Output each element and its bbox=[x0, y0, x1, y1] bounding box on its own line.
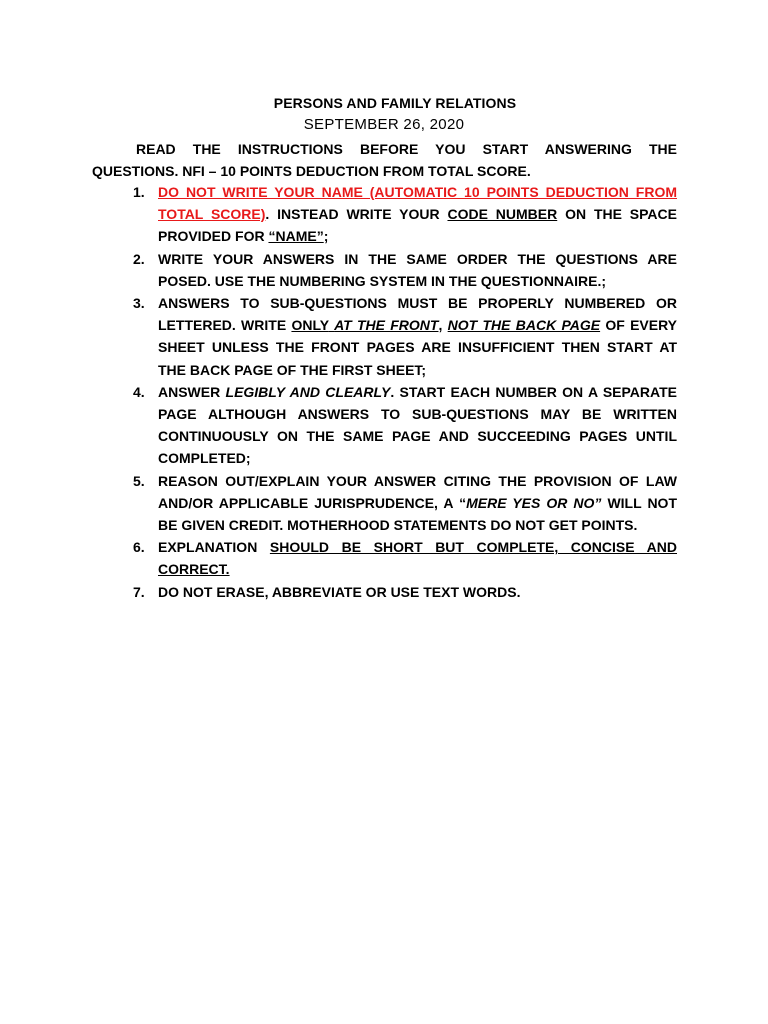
intro-paragraph bbox=[92, 138, 677, 182]
item-text: ANSWER bbox=[158, 383, 226, 400]
item-number: 7. bbox=[133, 583, 145, 600]
item-number: 3. bbox=[133, 295, 145, 312]
item-number: 5. bbox=[133, 472, 145, 489]
instruction-item-3 bbox=[133, 292, 677, 381]
item-text: ; bbox=[323, 228, 329, 245]
item-text: . INSTEAD WRITE YOUR bbox=[265, 206, 448, 223]
no-name-warning: DO NOT WRITE YOUR NAME (AUTOMATIC 10 POINTS DEDUCTION FROM TOTAL SCORE) bbox=[158, 184, 677, 223]
at-front-emphasis: AT THE FRONT bbox=[334, 317, 439, 334]
item-number: 6. bbox=[133, 539, 145, 556]
intro-line-1: READ THE INSTRUCTIONS BEFORE YOU START ANSWERING THE bbox=[136, 141, 677, 157]
item-number: 1. bbox=[133, 184, 145, 200]
instructions-list bbox=[133, 181, 677, 603]
item-number: 4. bbox=[133, 383, 145, 400]
item-text: , bbox=[438, 317, 448, 334]
item-text: ON THE SPACE PROVIDED FOR bbox=[158, 206, 677, 245]
instruction-item-2 bbox=[133, 248, 677, 292]
item-text: ANSWERS TO SUB-QUESTIONS MUST BE PROPERLY NUMBERED OR LETTERED. WRITE bbox=[158, 295, 677, 334]
name-emphasis: “NAME” bbox=[268, 228, 324, 245]
mere-yes-no-emphasis: MERE YES OR NO” bbox=[466, 494, 602, 511]
instruction-item-4 bbox=[133, 381, 677, 470]
instruction-item-1 bbox=[133, 181, 677, 248]
item-text: DO NOT ERASE, ABBREVIATE OR USE TEXT WORDS. bbox=[158, 583, 521, 600]
legibly-emphasis: LEGIBLY AND CLEARLY bbox=[225, 383, 391, 400]
instruction-item-7 bbox=[133, 581, 677, 603]
intro-line-2: QUESTIONS. NFI – 10 POINTS DEDUCTION FROM TOTAL SCORE. bbox=[92, 163, 531, 179]
short-complete-emphasis: SHOULD BE SHORT BUT COMPLETE, CONCISE AND CORRECT. bbox=[158, 539, 677, 578]
item-text: WRITE YOUR ANSWERS IN THE SAME ORDER THE QUESTIONS ARE POSED. USE THE NUMBERING SYSTEM IN THE QUESTIONNAIRE.; bbox=[158, 250, 677, 289]
not-back-page-emphasis: NOT THE BACK PAGE bbox=[447, 317, 601, 334]
item-number: 2. bbox=[133, 250, 145, 267]
instruction-item-5 bbox=[133, 470, 677, 537]
code-number-emphasis: CODE NUMBER bbox=[447, 206, 558, 223]
document-date: SEPTEMBER 26, 2020 bbox=[303, 116, 465, 133]
item-text: EXPLANATION bbox=[158, 539, 270, 556]
item-text: WILL NOT BE GIVEN CREDIT. MOTHERHOOD STATEMENTS DO NOT GET POINTS. bbox=[158, 494, 677, 534]
document-title: PERSONS AND FAMILY RELATIONS bbox=[273, 95, 517, 111]
item-text: . START EACH NUMBER ON A SEPARATE PAGE ALTHOUGH ANSWERS TO SUB-QUESTIONS MAY BE WRITTEN CONTINUOUSLY ON THE SAME PAGE AND SUCCEEDING PAGES UNTIL COMPLETED; bbox=[158, 383, 677, 467]
item-text: REASON OUT/EXPLAIN YOUR ANSWER CITING THE PROVISION OF LAW AND/OR APPLICABLE JURISPRUDENCE, A “ bbox=[158, 472, 677, 511]
instruction-item-6 bbox=[133, 536, 677, 580]
item-text: OF EVERY SHEET UNLESS THE FRONT PAGES ARE INSUFFICIENT THEN START AT THE BACK PAGE OF THE FIRST SHEET; bbox=[158, 317, 678, 378]
only-emphasis: ONLY bbox=[291, 317, 329, 334]
